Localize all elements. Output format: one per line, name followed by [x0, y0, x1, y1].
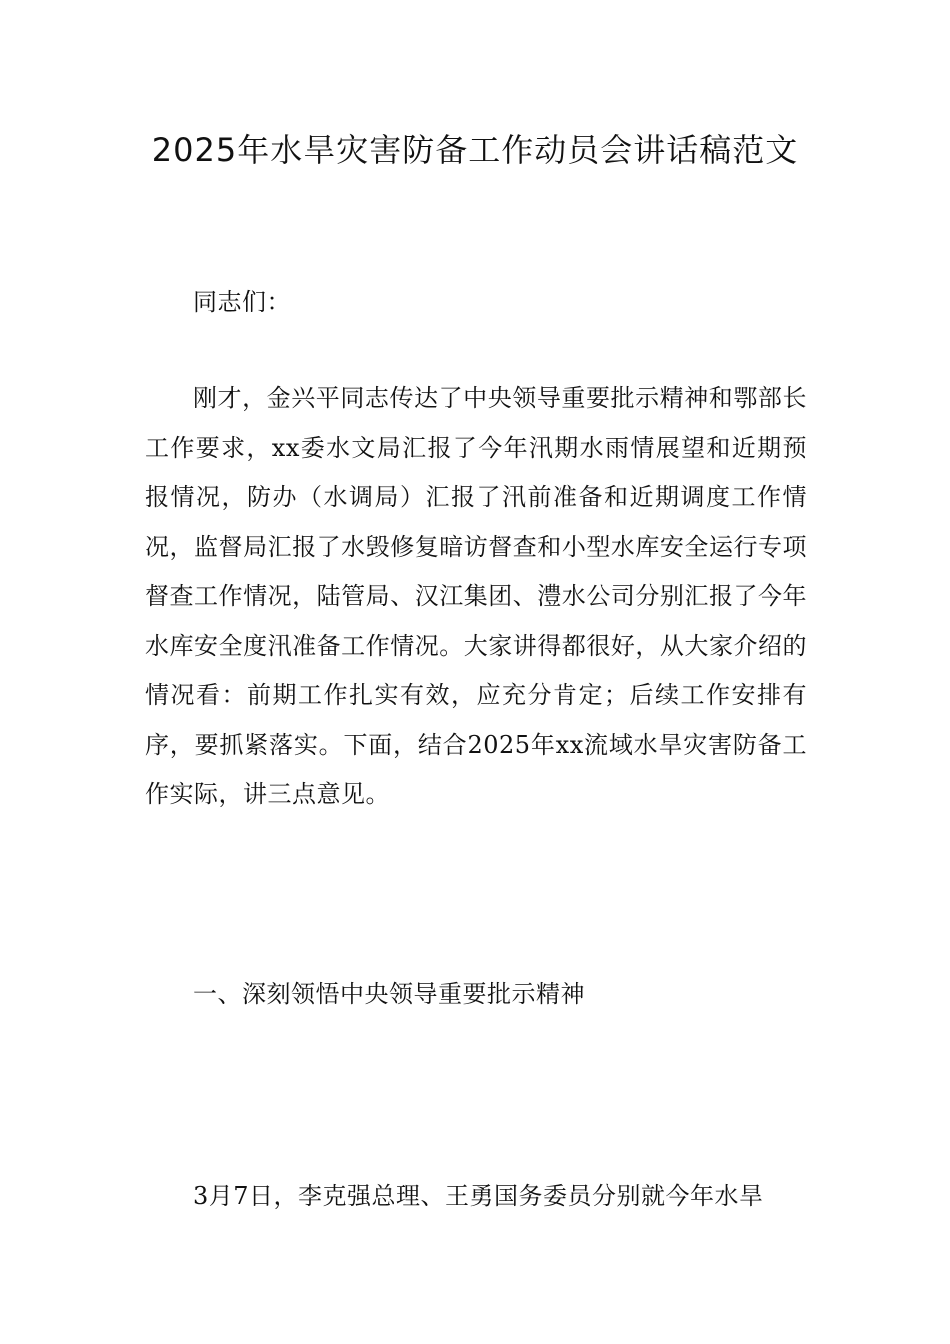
greeting-paragraph: 同志们： — [193, 288, 291, 316]
document-title: 2025年水旱灾害防备工作动员会讲话稿范文 — [151, 131, 799, 169]
opening-paragraph: 刚才，金兴平同志传达了中央领导重要批示精神和鄂部长工作要求，xx委水文局汇报了今年汛期水雨情展望和近期预报情况，防办（水调局）汇报了汛前准备和近期调度工作情况，监督局汇报了水毁修复暗访督查和小型水库安全运行专项督查工作情况，陆管局、汉江集团、澧水公司分别汇报了今年水库安全度汛准备工作情况。大家讲得都很好，从大家介绍的情况看：前期工作扎实有效，应充分肯定；后续工作安排有序，要抓紧落实。下面，结合2025年xx流域水旱灾害防备工作实际，讲三点意见。 — [145, 384, 807, 808]
section-heading-1: 一、深刻领悟中央领导重要批示精神 — [193, 980, 585, 1008]
section-1-paragraph: 3月7日，李克强总理、王勇国务委员分别就今年水旱 — [193, 1182, 764, 1210]
